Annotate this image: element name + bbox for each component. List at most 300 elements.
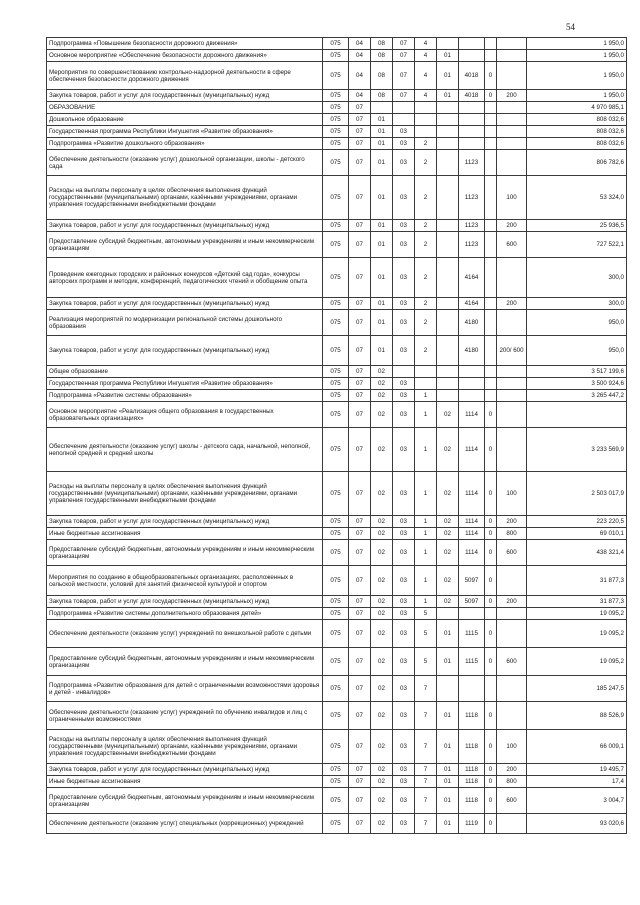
section-code-cell: 07	[349, 788, 371, 814]
row-name-cell: Предоставление субсидий бюджетным, автономным учреждениям и иным некоммерческим организациям	[47, 648, 323, 676]
subprogram-code-cell: 1	[415, 516, 437, 528]
amount-cell: 950,0	[527, 336, 627, 366]
subsection-code-cell: 01	[371, 258, 393, 298]
main-activity-code-cell	[437, 220, 459, 232]
expense-type-cell	[497, 126, 527, 138]
section-code-cell: 07	[349, 648, 371, 676]
subsection-code-cell: 02	[371, 676, 393, 702]
expense-type-cell: 600	[497, 788, 527, 814]
row-name-cell: Закупка товаров, работ и услуг для государственных (муниципальных) нужд	[47, 516, 323, 528]
program-code-cell: 03	[393, 220, 415, 232]
row-name-cell: Государственная программа Республики Ингушетия «Развитие образования»	[47, 126, 323, 138]
section-code-cell: 07	[349, 540, 371, 566]
extra-code-cell	[485, 258, 497, 298]
subsection-code-cell: 01	[371, 114, 393, 126]
extra-code-cell: 0	[485, 62, 497, 90]
main-activity-code-cell: 01	[437, 50, 459, 62]
amount-cell: 19 495,7	[527, 764, 627, 776]
extra-code-cell: 0	[485, 764, 497, 776]
row-name-cell: Иные бюджетные ассигнования	[47, 776, 323, 788]
direction-code-cell	[459, 676, 485, 702]
direction-code-cell	[459, 38, 485, 50]
extra-code-cell: 0	[485, 788, 497, 814]
amount-cell: 17,4	[527, 776, 627, 788]
department-code-cell: 075	[323, 220, 349, 232]
amount-cell: 66 009,1	[527, 730, 627, 764]
subsection-code-cell: 02	[371, 702, 393, 730]
program-code-cell: 03	[393, 472, 415, 516]
section-code-cell: 07	[349, 176, 371, 220]
program-code-cell: 03	[393, 138, 415, 150]
program-code-cell: 03	[393, 596, 415, 608]
subprogram-code-cell: 2	[415, 176, 437, 220]
department-code-cell: 075	[323, 90, 349, 102]
table-row	[47, 428, 627, 472]
expense-type-cell: 200	[497, 90, 527, 102]
department-code-cell: 075	[323, 566, 349, 596]
section-code-cell: 07	[349, 298, 371, 310]
main-activity-code-cell: 01	[437, 620, 459, 648]
amount-cell: 53 324,0	[527, 176, 627, 220]
subprogram-code-cell: 1	[415, 566, 437, 596]
row-name-cell: Мероприятия по созданию в общеобразовательных организациях, расположенных в сельской местности, условий для занятий физической культурой и спортом	[47, 566, 323, 596]
amount-cell: 88 526,9	[527, 702, 627, 730]
direction-code-cell: 1118	[459, 776, 485, 788]
subsection-code-cell: 02	[371, 648, 393, 676]
program-code-cell: 03	[393, 676, 415, 702]
direction-code-cell: 1114	[459, 472, 485, 516]
row-name-cell: Закупка товаров, работ и услуг для государственных (муниципальных) нужд	[47, 90, 323, 102]
subsection-code-cell: 08	[371, 38, 393, 50]
direction-code-cell: 5097	[459, 566, 485, 596]
table-row	[47, 402, 627, 428]
expense-type-cell	[497, 114, 527, 126]
department-code-cell: 075	[323, 788, 349, 814]
main-activity-code-cell: 02	[437, 566, 459, 596]
direction-code-cell	[459, 102, 485, 114]
direction-code-cell: 1114	[459, 428, 485, 472]
section-code-cell: 07	[349, 102, 371, 114]
extra-code-cell	[485, 138, 497, 150]
row-name-cell: Основное мероприятие «Обеспечение безопасности дорожного движения»	[47, 50, 323, 62]
program-code-cell: 03	[393, 378, 415, 390]
extra-code-cell	[485, 676, 497, 702]
subprogram-code-cell: 7	[415, 676, 437, 702]
table-row	[47, 540, 627, 566]
subsection-code-cell: 02	[371, 378, 393, 390]
main-activity-code-cell	[437, 336, 459, 366]
amount-cell: 31 877,3	[527, 596, 627, 608]
expense-type-cell	[497, 50, 527, 62]
direction-code-cell: 1123	[459, 220, 485, 232]
subprogram-code-cell: 1	[415, 540, 437, 566]
subsection-code-cell: 02	[371, 366, 393, 378]
extra-code-cell: 0	[485, 516, 497, 528]
department-code-cell: 075	[323, 38, 349, 50]
subsection-code-cell: 08	[371, 62, 393, 90]
main-activity-code-cell: 02	[437, 428, 459, 472]
section-code-cell: 07	[349, 402, 371, 428]
row-name-cell: Обеспечение деятельности (оказание услуг) дошкольной организации, школы - детского сада	[47, 150, 323, 176]
department-code-cell: 075	[323, 764, 349, 776]
expense-type-cell	[497, 566, 527, 596]
main-activity-code-cell: 02	[437, 528, 459, 540]
section-code-cell: 07	[349, 814, 371, 834]
program-code-cell: 03	[393, 764, 415, 776]
row-name-cell: Обеспечение деятельности (оказание услуг) учреждений по обучению инвалидов и лиц с ограниченными возможностями	[47, 702, 323, 730]
subprogram-code-cell: 2	[415, 298, 437, 310]
main-activity-code-cell: 01	[437, 764, 459, 776]
expense-type-cell	[497, 138, 527, 150]
main-activity-code-cell	[437, 114, 459, 126]
program-code-cell: 03	[393, 390, 415, 402]
subprogram-code-cell: 7	[415, 764, 437, 776]
subsection-code-cell: 02	[371, 516, 393, 528]
subsection-code-cell: 02	[371, 730, 393, 764]
amount-cell: 950,0	[527, 310, 627, 336]
program-code-cell: 03	[393, 232, 415, 258]
program-code-cell: 03	[393, 310, 415, 336]
extra-code-cell: 0	[485, 472, 497, 516]
direction-code-cell: 1115	[459, 648, 485, 676]
row-name-cell: Предоставление субсидий бюджетным, автономным учреждениям и иным некоммерческим организациям	[47, 232, 323, 258]
direction-code-cell: 4018	[459, 90, 485, 102]
department-code-cell: 075	[323, 336, 349, 366]
section-code-cell: 07	[349, 702, 371, 730]
table-row	[47, 176, 627, 220]
row-name-cell: Подпрограмма «Развитие образования для детей с ограниченными возможностями здоровья и детей - инвалидов»	[47, 676, 323, 702]
program-code-cell: 03	[393, 298, 415, 310]
amount-cell: 1 950,0	[527, 90, 627, 102]
expense-type-cell: 800	[497, 528, 527, 540]
subsection-code-cell: 02	[371, 596, 393, 608]
section-code-cell: 04	[349, 90, 371, 102]
amount-cell: 300,0	[527, 258, 627, 298]
amount-cell: 808 032,6	[527, 138, 627, 150]
direction-code-cell	[459, 138, 485, 150]
subsection-code-cell: 02	[371, 776, 393, 788]
row-name-cell: Расходы на выплаты персоналу в целях обеспечения выполнения функций государственными (муниципальными) органами, казёнными учреждениями, органами управления государственными внебюджетными фондами	[47, 730, 323, 764]
row-name-cell: Дошкольное образование	[47, 114, 323, 126]
subprogram-code-cell: 4	[415, 38, 437, 50]
subprogram-code-cell: 4	[415, 50, 437, 62]
main-activity-code-cell	[437, 150, 459, 176]
table-row	[47, 150, 627, 176]
subprogram-code-cell	[415, 378, 437, 390]
direction-code-cell: 1114	[459, 516, 485, 528]
expense-type-cell	[497, 390, 527, 402]
program-code-cell: 07	[393, 62, 415, 90]
direction-code-cell: 4180	[459, 336, 485, 366]
expense-type-cell: 200	[497, 764, 527, 776]
expense-type-cell	[497, 402, 527, 428]
department-code-cell: 075	[323, 378, 349, 390]
subprogram-code-cell	[415, 102, 437, 114]
row-name-cell: ОБРАЗОВАНИЕ	[47, 102, 323, 114]
row-name-cell: Обеспечение деятельности (оказание услуг) учреждений по внешкольной работе с детьми	[47, 620, 323, 648]
subsection-code-cell: 01	[371, 298, 393, 310]
extra-code-cell	[485, 114, 497, 126]
section-code-cell: 07	[349, 608, 371, 620]
section-code-cell: 07	[349, 150, 371, 176]
row-name-cell: Общее образование	[47, 366, 323, 378]
table-row	[47, 620, 627, 648]
extra-code-cell: 0	[485, 402, 497, 428]
row-name-cell: Государственная программа Республики Ингушетия «Развитие образования»	[47, 378, 323, 390]
department-code-cell: 075	[323, 702, 349, 730]
extra-code-cell	[485, 390, 497, 402]
section-code-cell: 07	[349, 776, 371, 788]
subprogram-code-cell: 5	[415, 648, 437, 676]
main-activity-code-cell: 01	[437, 90, 459, 102]
program-code-cell: 03	[393, 788, 415, 814]
main-activity-code-cell: 02	[437, 516, 459, 528]
subsection-code-cell: 02	[371, 390, 393, 402]
row-name-cell: Подпрограмма «Развитие системы образования»	[47, 390, 323, 402]
row-name-cell: Мероприятия по совершенствованию контрольно-надзорной деятельности в сфере обеспечения безопасности дорожного движения	[47, 62, 323, 90]
section-code-cell: 07	[349, 472, 371, 516]
table-row	[47, 608, 627, 620]
department-code-cell: 075	[323, 366, 349, 378]
main-activity-code-cell: 02	[437, 540, 459, 566]
amount-cell: 808 032,6	[527, 126, 627, 138]
direction-code-cell	[459, 378, 485, 390]
main-activity-code-cell	[437, 676, 459, 702]
row-name-cell: Проведение ежегодных городских и районных конкурсов «Детский сад года», конкурсы авторских программ и методик, конференций, педагогических чтений и обобщение опыта	[47, 258, 323, 298]
extra-code-cell: 0	[485, 702, 497, 730]
main-activity-code-cell: 01	[437, 702, 459, 730]
section-code-cell: 07	[349, 390, 371, 402]
direction-code-cell: 4164	[459, 258, 485, 298]
subsection-code-cell: 01	[371, 310, 393, 336]
subsection-code-cell: 02	[371, 402, 393, 428]
section-code-cell: 07	[349, 620, 371, 648]
main-activity-code-cell	[437, 232, 459, 258]
amount-cell	[527, 402, 627, 428]
row-name-cell: Обеспечение деятельности (оказание услуг) школы - детского сада, начальной, неполной, неполной средней и средней школы	[47, 428, 323, 472]
department-code-cell: 075	[323, 62, 349, 90]
extra-code-cell: 0	[485, 814, 497, 834]
expense-type-cell: 200	[497, 596, 527, 608]
subprogram-code-cell: 2	[415, 258, 437, 298]
extra-code-cell: 0	[485, 620, 497, 648]
section-code-cell: 07	[349, 126, 371, 138]
row-name-cell: Обеспечение деятельности (оказание услуг) специальных (коррекционных) учреждений	[47, 814, 323, 834]
expense-type-cell	[497, 38, 527, 50]
table-row	[47, 676, 627, 702]
program-code-cell: 03	[393, 528, 415, 540]
direction-code-cell: 1123	[459, 232, 485, 258]
direction-code-cell	[459, 390, 485, 402]
extra-code-cell: 0	[485, 648, 497, 676]
direction-code-cell: 1123	[459, 150, 485, 176]
table-row	[47, 336, 627, 366]
program-code-cell: 03	[393, 814, 415, 834]
amount-cell: 1 950,0	[527, 62, 627, 90]
subprogram-code-cell: 5	[415, 620, 437, 648]
expense-type-cell	[497, 102, 527, 114]
section-code-cell: 04	[349, 38, 371, 50]
amount-cell: 31 877,3	[527, 566, 627, 596]
subsection-code-cell: 02	[371, 540, 393, 566]
row-name-cell: Иные бюджетные ассигнования	[47, 528, 323, 540]
extra-code-cell	[485, 38, 497, 50]
extra-code-cell	[485, 102, 497, 114]
subsection-code-cell: 01	[371, 176, 393, 220]
table-row	[47, 730, 627, 764]
expense-type-cell	[497, 676, 527, 702]
subprogram-code-cell: 1	[415, 596, 437, 608]
department-code-cell: 075	[323, 620, 349, 648]
program-code-cell	[393, 102, 415, 114]
department-code-cell: 075	[323, 102, 349, 114]
subsection-code-cell: 01	[371, 150, 393, 176]
table-row	[47, 102, 627, 114]
extra-code-cell: 0	[485, 566, 497, 596]
table-row	[47, 648, 627, 676]
subsection-code-cell: 02	[371, 764, 393, 776]
subprogram-code-cell: 2	[415, 232, 437, 258]
table-row	[47, 38, 627, 50]
subsection-code-cell: 02	[371, 428, 393, 472]
expense-type-cell	[497, 608, 527, 620]
amount-cell: 19 095,2	[527, 648, 627, 676]
extra-code-cell: 0	[485, 540, 497, 566]
main-activity-code-cell	[437, 138, 459, 150]
main-activity-code-cell: 01	[437, 730, 459, 764]
extra-code-cell	[485, 176, 497, 220]
subsection-code-cell: 02	[371, 620, 393, 648]
section-code-cell: 07	[349, 596, 371, 608]
extra-code-cell: 0	[485, 776, 497, 788]
amount-cell: 3 500 924,6	[527, 378, 627, 390]
subsection-code-cell: 01	[371, 126, 393, 138]
department-code-cell: 075	[323, 540, 349, 566]
program-code-cell: 03	[393, 540, 415, 566]
subprogram-code-cell: 1	[415, 402, 437, 428]
main-activity-code-cell	[437, 258, 459, 298]
section-code-cell: 07	[349, 730, 371, 764]
extra-code-cell	[485, 150, 497, 176]
program-code-cell: 03	[393, 620, 415, 648]
extra-code-cell	[485, 366, 497, 378]
amount-cell: 1 950,0	[527, 38, 627, 50]
section-code-cell: 07	[349, 764, 371, 776]
section-code-cell: 07	[349, 310, 371, 336]
extra-code-cell	[485, 50, 497, 62]
program-code-cell: 03	[393, 776, 415, 788]
extra-code-cell	[485, 378, 497, 390]
extra-code-cell: 0	[485, 596, 497, 608]
extra-code-cell	[485, 608, 497, 620]
subsection-code-cell: 02	[371, 566, 393, 596]
subprogram-code-cell: 7	[415, 702, 437, 730]
extra-code-cell	[485, 336, 497, 366]
table-row	[47, 220, 627, 232]
program-code-cell: 03	[393, 402, 415, 428]
direction-code-cell	[459, 608, 485, 620]
main-activity-code-cell	[437, 366, 459, 378]
direction-code-cell: 1119	[459, 814, 485, 834]
direction-code-cell: 4164	[459, 298, 485, 310]
expense-type-cell	[497, 150, 527, 176]
amount-cell: 438 321,4	[527, 540, 627, 566]
budget-table	[46, 37, 627, 834]
main-activity-code-cell: 01	[437, 814, 459, 834]
amount-cell: 300,0	[527, 298, 627, 310]
expense-type-cell: 200	[497, 220, 527, 232]
section-code-cell: 04	[349, 62, 371, 90]
program-code-cell: 07	[393, 38, 415, 50]
program-code-cell: 03	[393, 566, 415, 596]
subprogram-code-cell: 2	[415, 150, 437, 176]
department-code-cell: 075	[323, 50, 349, 62]
department-code-cell: 075	[323, 176, 349, 220]
extra-code-cell: 0	[485, 528, 497, 540]
extra-code-cell: 0	[485, 730, 497, 764]
direction-code-cell	[459, 366, 485, 378]
department-code-cell: 075	[323, 516, 349, 528]
direction-code-cell: 5097	[459, 596, 485, 608]
main-activity-code-cell: 02	[437, 596, 459, 608]
section-code-cell: 07	[349, 138, 371, 150]
subprogram-code-cell: 2	[415, 220, 437, 232]
direction-code-cell	[459, 50, 485, 62]
subprogram-code-cell: 7	[415, 776, 437, 788]
subprogram-code-cell: 2	[415, 336, 437, 366]
main-activity-code-cell	[437, 298, 459, 310]
direction-code-cell: 1115	[459, 620, 485, 648]
amount-cell: 3 265 447,2	[527, 390, 627, 402]
section-code-cell: 07	[349, 378, 371, 390]
table-row	[47, 378, 627, 390]
row-name-cell: Расходы на выплаты персоналу в целях обеспечения выполнения функций государственными (муниципальными) органами, казёнными учреждениями, органами управления государственными внебюджетными фондами	[47, 472, 323, 516]
table-row	[47, 764, 627, 776]
expense-type-cell	[497, 62, 527, 90]
subprogram-code-cell	[415, 126, 437, 138]
section-code-cell: 07	[349, 428, 371, 472]
row-name-cell: Предоставление субсидий бюджетным, автономным учреждениям и иным некоммерческим организациям	[47, 788, 323, 814]
subprogram-code-cell: 4	[415, 90, 437, 102]
expense-type-cell: 100	[497, 176, 527, 220]
subsection-code-cell: 02	[371, 814, 393, 834]
main-activity-code-cell: 01	[437, 62, 459, 90]
section-code-cell: 07	[349, 528, 371, 540]
amount-cell: 19 095,2	[527, 608, 627, 620]
amount-cell: 69 010,1	[527, 528, 627, 540]
department-code-cell: 075	[323, 298, 349, 310]
extra-code-cell	[485, 220, 497, 232]
amount-cell: 185 247,5	[527, 676, 627, 702]
subsection-code-cell: 08	[371, 50, 393, 62]
department-code-cell: 075	[323, 776, 349, 788]
main-activity-code-cell	[437, 176, 459, 220]
department-code-cell: 075	[323, 596, 349, 608]
row-name-cell: Подпрограмма «Повышение безопасности дорожного движения»	[47, 38, 323, 50]
program-code-cell: 03	[393, 150, 415, 176]
direction-code-cell: 4018	[459, 62, 485, 90]
row-name-cell: Закупка товаров, работ и услуг для государственных (муниципальных) нужд	[47, 298, 323, 310]
department-code-cell: 075	[323, 310, 349, 336]
department-code-cell: 075	[323, 608, 349, 620]
row-name-cell: Основное мероприятие «Реализация общего образования в государственных образовательных организациях»	[47, 402, 323, 428]
direction-code-cell: 1118	[459, 730, 485, 764]
subprogram-code-cell: 1	[415, 428, 437, 472]
subprogram-code-cell: 4	[415, 62, 437, 90]
program-code-cell: 03	[393, 336, 415, 366]
table-row	[47, 366, 627, 378]
direction-code-cell: 1118	[459, 702, 485, 730]
